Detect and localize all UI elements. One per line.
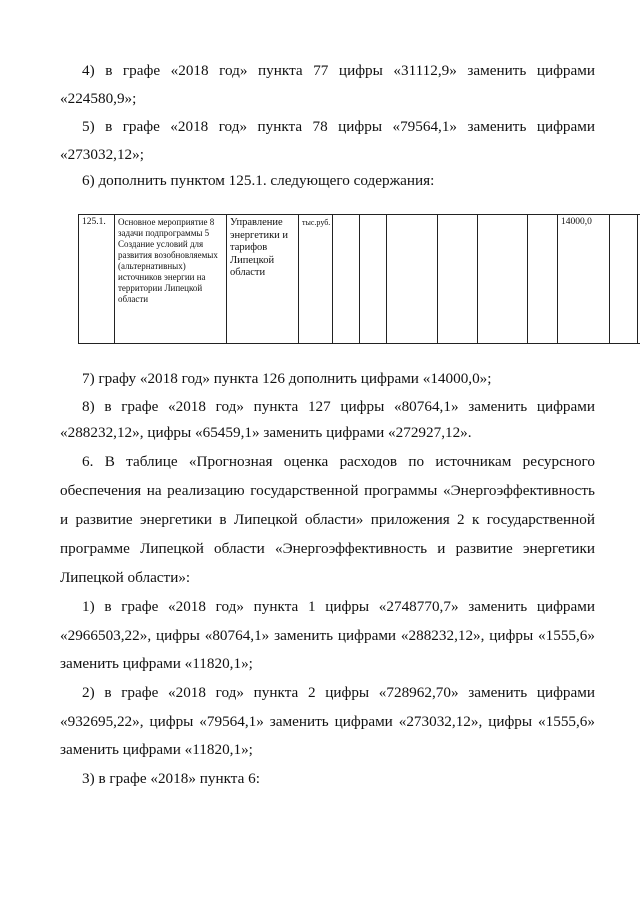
table-cell <box>387 215 438 344</box>
text-line: 5) в графе «2018 год» пункта 78 цифры «79564,1» заменить цифрами <box>82 118 595 135</box>
text-line: заменить цифрами «11820,1»; <box>60 741 253 758</box>
text-line: заменить цифрами «11820,1»; <box>60 655 253 672</box>
text-line: «224580,9»; <box>60 90 137 107</box>
table-cell <box>478 215 528 344</box>
table-cell <box>438 215 478 344</box>
text-line: 2) в графе «2018 год» пункта 2 цифры «728962,70» заменить цифрами <box>82 684 595 701</box>
table-cell <box>333 215 360 344</box>
text-line: 7) графу «2018 год» пункта 126 дополнить цифрами «14000,0»; <box>82 370 492 387</box>
text-line: программе Липецкой области «Энергоэффективность и развитие энергетики <box>60 540 595 557</box>
table-cell-responsible: Управление энергетики и тарифов Липецкой области <box>227 215 299 344</box>
table-cell-unit: тыс.руб. <box>299 215 333 344</box>
text-line: 6. В таблице «Прогнозная оценка расходов по источникам ресурсного <box>82 453 595 470</box>
table-cell-value: 14000,0 <box>558 215 610 344</box>
text-line: «288232,12», цифры «65459,1» заменить цифрами «272927,12». <box>60 424 472 441</box>
table-cell <box>528 215 558 344</box>
table-cell-measure-name: Основное мероприятие 8 задачи подпрограммы 5 Создание условий для развития возобновляемых (альтернативных) источников энергии на территории Липецкой области <box>115 215 227 344</box>
table-row <box>79 215 640 344</box>
text-line: 8) в графе «2018 год» пункта 127 цифры «80764,1» заменить цифрами <box>82 398 595 415</box>
table-cell <box>610 215 638 344</box>
table-cell-item-number: 125.1. <box>79 215 115 344</box>
text-line: Липецкой области»: <box>60 569 191 586</box>
text-line: 3) в графе «2018» пункта 6: <box>82 770 260 787</box>
text-line: «2966503,22», цифры «80764,1» заменить цифрами «288232,12», цифры «1555,6» <box>60 627 595 644</box>
text-line: 1) в графе «2018 год» пункта 1 цифры «2748770,7» заменить цифрами <box>82 598 595 615</box>
text-line: обеспечения на реализацию государственной программы «Энергоэффективность <box>60 482 595 499</box>
table-cell <box>360 215 387 344</box>
amendment-table <box>78 214 640 344</box>
text-line: «273032,12»; <box>60 146 144 163</box>
text-line: «932695,22», цифры «79564,1» заменить цифрами «273032,12», цифры «1555,6» <box>60 713 595 730</box>
text-line: 4) в графе «2018 год» пункта 77 цифры «31112,9» заменить цифрами <box>82 62 595 79</box>
text-line: 6) дополнить пунктом 125.1. следующего содержания: <box>82 172 435 189</box>
text-line: и развитие энергетики в Липецкой области» приложения 2 к государственной <box>60 511 595 528</box>
